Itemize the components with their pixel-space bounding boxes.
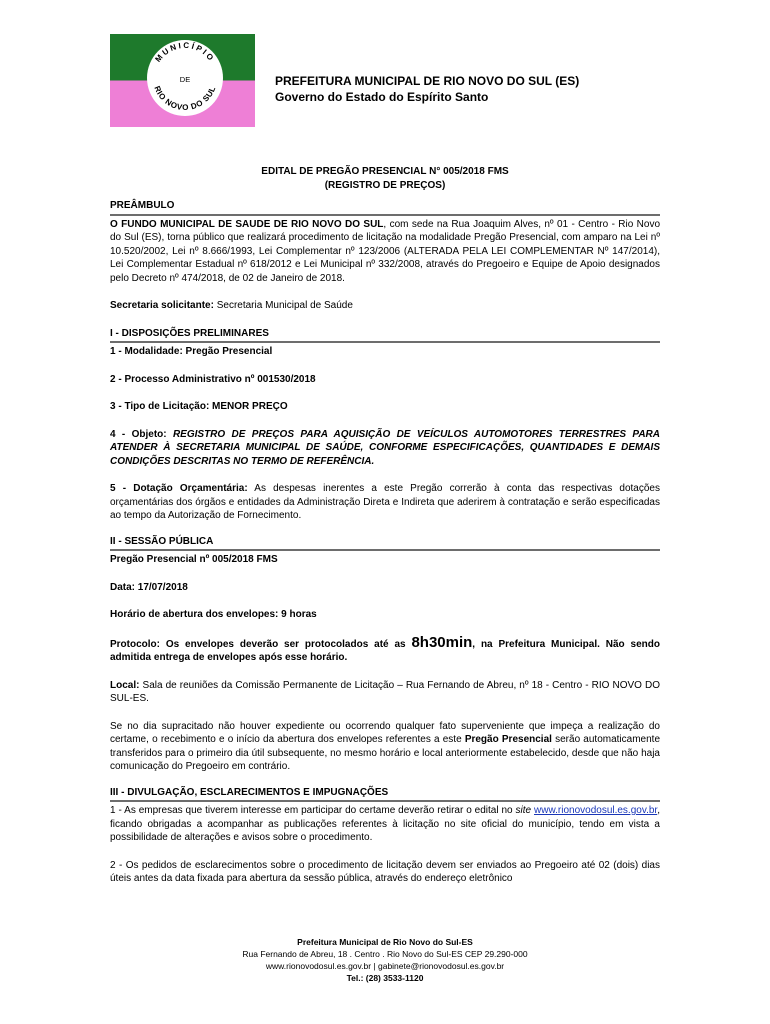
item-4-label: 4 - Objeto:: [110, 428, 167, 440]
header-title: [275, 73, 579, 105]
aviso-text-a: Se no dia supracitado não houver expediente ou ocorrendo qualquer fato superveniente que impeça a realização do certame, o recebimento e o início da abertura dos envelopes referentes a este: [110, 720, 660, 745]
edital-title-line1: EDITAL DE PREGÃO PRESENCIAL N° 005/2018 FMS: [261, 166, 509, 177]
secretaria-label: Secretaria solicitante:: [110, 300, 214, 311]
document-body: [110, 199, 660, 886]
section-1-item-2: 2 - Processo Administrativo nº 001530/2018: [110, 373, 316, 385]
footer-line3: www.rionovodosul.es.gov.br | gabinete@rionovodosul.es.gov.br: [265, 961, 505, 971]
website-link[interactable]: www.rionovodosul.es.gov.br: [534, 805, 658, 816]
section-2-horario: Horário de abertura dos envelopes: 9 horas: [110, 609, 317, 620]
protocolo-text-a: Protocolo: Os envelopes deverão ser protocolados até as: [110, 638, 412, 650]
protocolo-time: 8h30min: [411, 633, 473, 651]
preambulo-paragraph: [110, 218, 660, 286]
item-1-site-word: site: [515, 805, 532, 816]
item-1-text-a: 1 - As empresas que tiverem interesse em participar do certame deverão retirar o edital no: [110, 805, 516, 816]
section-1-item-3: 3 - Tipo de Licitação: MENOR PREÇO: [110, 401, 288, 412]
seal-top-text: MUNICÍPIO: [153, 40, 217, 64]
section-1-item-1: 1 - Modalidade: Pregão Presencial: [110, 346, 273, 357]
footer-line2: Rua Fernando de Abreu, 18 . Centro . Rio Novo do Sul-ES CEP 29.290-000: [242, 949, 528, 959]
secretaria-line: [110, 299, 660, 313]
edital-title: [110, 165, 660, 193]
section-1-item-4: [110, 428, 660, 469]
seal-bottom-text: RIO NOVO DO SUL: [152, 84, 218, 113]
edital-title-line2: (REGISTRO DE PREÇOS): [324, 180, 446, 191]
preambulo-text: , com sede na Rua Joaquim Alves, nº 01 - Centro - Rio Novo do Sul (ES), torna público que realizará procedimento de licitação na modalidade Pregão Presencial, com amparo na Lei nº 10.520/2002, Lei nº 8.666/1993, Lei Complementar nº 123/2006 (ALTERADA PELA LEI COMPLEMENTAR Nº 147/2014), Lei Complementar Estadual nº 618/2012 e Lei Municipal nº 332/2008, através do Pregoeiro e Equipe de Apoio designados pelo Decreto nº 474/2018, de 02 de Janeiro de 2018.: [110, 218, 661, 284]
section-2-protocolo: [110, 633, 660, 665]
header-title-line1: PREFEITURA MUNICIPAL DE RIO NOVO DO SUL (ES): [275, 74, 580, 88]
item-5-text: As despesas inerentes a este Pregão correrão à conta das respectivas dotações orçamentárias dos órgãos e entidades da Administração Direta e Indireta que aderirem à contratação e serão especificadas ao tempo da Autorização de Fornecimento.: [110, 483, 660, 521]
item-1-text-b: , ficando obrigadas a acompanhar as publicações referentes à licitação no site oficial do município, tendo em vista a possibilidade de alterações e avisos sobre o procedimento.: [110, 805, 660, 843]
local-text: Sala de reuniões da Comissão Permanente de Licitação – Rua Fernando de Abreu, nº 18 - Centro - RIO NOVO DO SUL-ES.: [110, 679, 660, 704]
section-3-title: III - DIVULGAÇÃO, ESCLARECIMENTOS E IMPUGNAÇÕES: [110, 786, 660, 803]
seal-middle-text: DE: [179, 75, 191, 84]
section-1-title: I - DISPOSIÇÕES PRELIMINARES: [110, 327, 660, 344]
section-3-item-2: 2 - Os pedidos de esclarecimentos sobre o procedimento de licitação devem ser enviados ao Pregoeiro até 02 (dois) dias úteis antes da data fixada para abertura da sessão pública, através do endereço eletrônico: [110, 859, 660, 884]
secretaria-value: Secretaria Municipal de Saúde: [213, 300, 353, 311]
municipal-flag-logo: [110, 34, 255, 127]
aviso-text-b: serão automaticamente transferidos para o primeiro dia útil subsequente, no mesmo horário e local anteriormente estabelecido, desde que não haja comunicação do Pregoeiro em contrário.: [110, 734, 661, 772]
section-2-title: II - SESSÃO PÚBLICA: [110, 535, 660, 552]
section-3-item-1: [110, 804, 660, 845]
local-label: Local:: [110, 679, 140, 691]
section-2-pregao: Pregão Presencial nº 005/2018 FMS: [110, 554, 278, 565]
item-4-text: REGISTRO DE PREÇOS PARA AQUISIÇÃO DE VEÍCULOS AUTOMOTORES TERRESTRES PARA ATENDER À SECRETARIA MUNICIPAL DE SAÚDE, CONFORME ESPECIFICAÇÕES, QUANTIDADES E DEMAIS CONDIÇÕES DESCRITAS NO TERMO DE REFERÊNCIA.: [110, 428, 660, 467]
protocolo-text-b: , na Prefeitura Municipal. Não sendo admitida entrega de envelopes após esse horário.: [110, 638, 660, 663]
page-footer: [110, 936, 660, 984]
header-title-line2: Governo do Estado do Espírito Santo: [275, 90, 489, 104]
footer-line4: Tel.: (28) 3533-1120: [346, 973, 424, 983]
section-2-local: [110, 679, 660, 706]
section-2-aviso: [110, 720, 660, 774]
section-preambulo-title: PREÂMBULO: [110, 199, 660, 216]
footer-line1: Prefeitura Municipal de Rio Novo do Sul-ES: [297, 937, 473, 947]
preambulo-entity: O FUNDO MUNICIPAL DE SAUDE DE RIO NOVO DO SUL: [110, 218, 384, 230]
section-1-item-5: [110, 482, 660, 523]
section-2-data: Data: 17/07/2018: [110, 581, 188, 593]
aviso-bold: Pregão Presencial: [464, 734, 552, 745]
item-5-label: 5 - Dotação Orçamentária:: [110, 483, 248, 494]
